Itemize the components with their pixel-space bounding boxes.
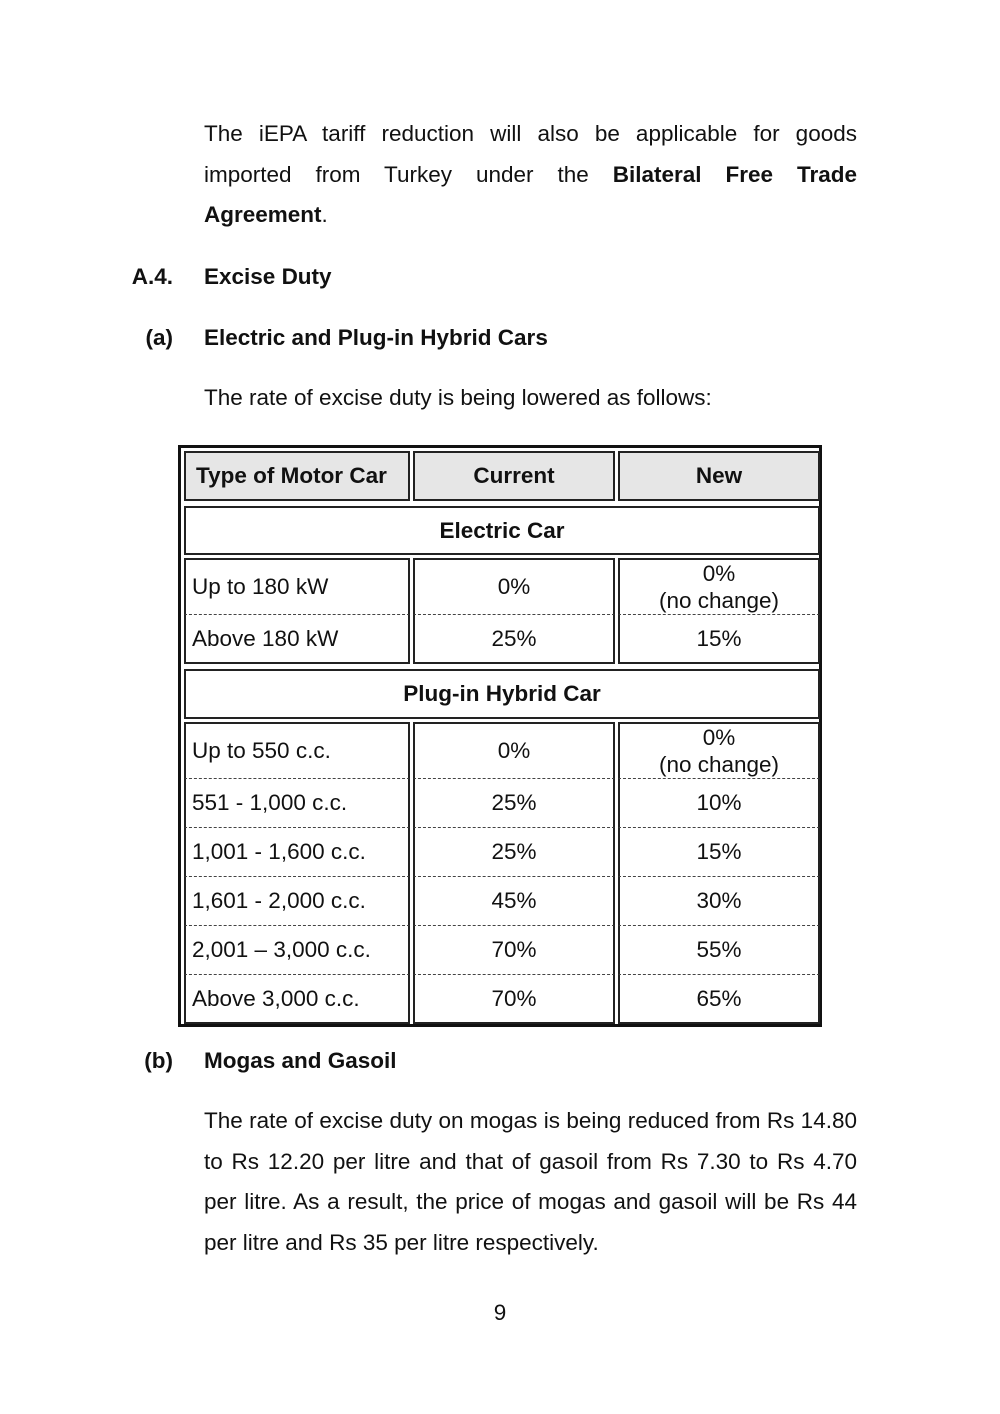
table-cell-type: 1,001 - 1,600 c.c. (184, 828, 410, 877)
group-plug-in-hybrid-car: Plug-in Hybrid Car (184, 669, 820, 719)
table-cell-current: 0% (413, 722, 615, 779)
table-cell-new: 30% (618, 877, 820, 926)
table-cell-new (618, 558, 820, 615)
table-cell-new: 15% (618, 615, 820, 664)
subsection-b-number: (b) (144, 1048, 173, 1073)
table-cell-current: 45% (413, 877, 615, 926)
intro-paragraph (204, 114, 857, 236)
new-rate: 0% (702, 725, 736, 750)
new-rate-note: (no change) (658, 588, 780, 613)
table-cell-new: 10% (618, 779, 820, 828)
section-number: A.4. (131, 264, 173, 289)
table-cell-new: 65% (618, 975, 820, 1024)
excise-duty-table (178, 445, 822, 1027)
new-rate: 0% (702, 561, 736, 586)
group-electric-car: Electric Car (184, 506, 820, 555)
header-type: Type of Motor Car (184, 451, 410, 501)
table-cell-type: Up to 180 kW (184, 558, 410, 615)
header-current: Current (413, 451, 615, 501)
intro-text-end: . (321, 202, 328, 227)
intro-text: The iEPA tariff reduction will also be applicable for goods imported from Turkey under the (204, 121, 857, 187)
table-cell-new (618, 722, 820, 779)
subsection-a-title: Electric and Plug-in Hybrid Cars (204, 325, 548, 350)
table-cell-type: 551 - 1,000 c.c. (184, 779, 410, 828)
header-new: New (618, 451, 820, 501)
table-cell-current: 70% (413, 975, 615, 1024)
page-number: 9 (493, 1300, 507, 1325)
table-cell-current: 25% (413, 828, 615, 877)
table-cell-type: 1,601 - 2,000 c.c. (184, 877, 410, 926)
section-title: Excise Duty (204, 264, 332, 289)
table-cell-new: 15% (618, 828, 820, 877)
new-rate-note: (no change) (658, 752, 780, 777)
table-cell-type: Above 180 kW (184, 615, 410, 664)
table-cell-current: 25% (413, 615, 615, 664)
table-cell-current: 25% (413, 779, 615, 828)
subsection-b-title: Mogas and Gasoil (204, 1048, 397, 1073)
subsection-a-intro: The rate of excise duty is being lowered as follows: (204, 385, 712, 410)
table-cell-current: 0% (413, 558, 615, 615)
table-cell-new: 55% (618, 926, 820, 975)
table-cell-type: Up to 550 c.c. (184, 722, 410, 779)
subsection-b-paragraph: The rate of excise duty on mogas is being reduced from Rs 14.80 to Rs 12.20 per litre and that of gasoil from Rs 7.30 to Rs 4.70 per litre. As a result, the price of mogas and gasoil will be Rs 44 per litre and Rs 35 per litre respectively. (204, 1108, 857, 1255)
table-cell-type: 2,001 – 3,000 c.c. (184, 926, 410, 975)
table-cell-type: Above 3,000 c.c. (184, 975, 410, 1024)
subsection-a-number: (a) (145, 325, 173, 350)
table-cell-current: 70% (413, 926, 615, 975)
intro-bold-term: Bilateral Free Trade Agreement (204, 161, 857, 227)
